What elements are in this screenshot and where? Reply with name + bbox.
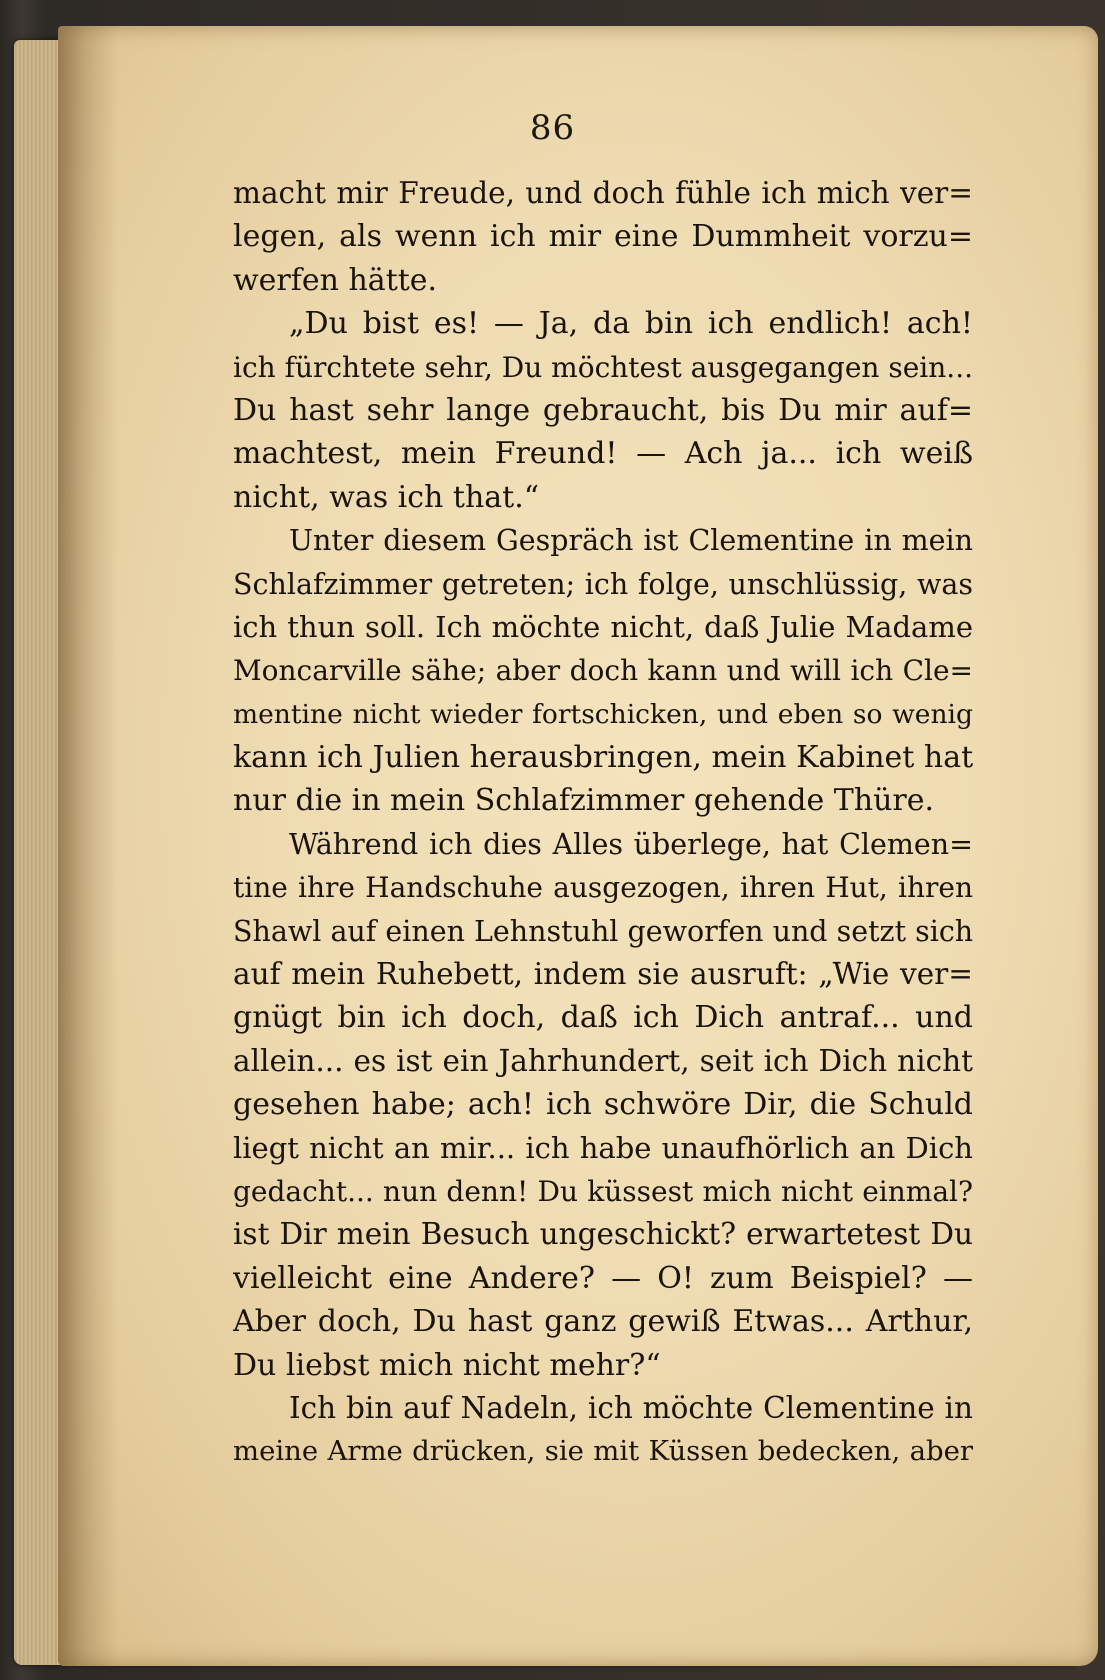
text-line: „Du bist es! — Ja, da bin ich endlich! ach!	[289, 306, 973, 342]
text-line: Moncarville sähe; aber doch kann und will ich Cle=	[233, 654, 973, 688]
text-line: kann ich Julien herausbringen, mein Kabinet hat	[233, 740, 973, 776]
text-line: gnügt bin ich doch, daß ich Dich antraf... und	[233, 1000, 973, 1036]
text-line: tine ihre Handschuhe ausgezogen, ihren Hut, ihren	[233, 871, 973, 905]
text-line: Du hast sehr lange gebraucht, bis Du mir auf=	[233, 392, 973, 428]
text-line: ich fürchtete sehr, Du möchtest ausgegangen sein...	[233, 350, 973, 384]
page-number: 86	[529, 108, 576, 148]
text-line: mentine nicht wieder fortschicken, und eben so wenig	[233, 698, 973, 730]
text-line: machtest, mein Freund! — Ach ja... ich weiß	[233, 436, 973, 472]
text-line: Aber doch, Du hast ganz gewiß Etwas... Arthur,	[233, 1304, 973, 1340]
text-line: vielleicht eine Andere? — O! zum Beispiel? —	[233, 1260, 973, 1296]
text-line: nur die in mein Schlafzimmer gehende Thüre.	[233, 783, 935, 819]
text-line: Unter diesem Gespräch ist Clementine in mein	[289, 524, 973, 558]
text-line: ich thun soll. Ich möchte nicht, daß Julie Madame	[233, 609, 973, 644]
text-line: allein... es ist ein Jahrhundert, seit ich Dich nicht	[233, 1043, 973, 1078]
spine-shadow	[58, 26, 118, 1666]
text-line: legen, als wenn ich mir eine Dummheit vorzu=	[233, 219, 973, 255]
text-line: auf mein Ruhebett, indem sie ausruft: „Wie ver=	[233, 957, 973, 992]
text-line: Schlafzimmer getreten; ich folge, unschlüssig, was	[233, 567, 973, 601]
text-line: meine Arme drücken, sie mit Küssen bedecken, aber	[233, 1435, 973, 1468]
text-line: Ich bin auf Nadeln, ich möchte Clementine in	[289, 1390, 973, 1425]
body-text	[233, 172, 973, 1474]
text-line: gedacht... nun denn! Du küssest mich nicht einmal?	[233, 1174, 973, 1208]
text-line: nicht, was ich that.“	[233, 479, 540, 515]
text-line: macht mir Freude, und doch fühle ich mich ver=	[233, 176, 973, 210]
text-line: werfen hätte.	[233, 262, 438, 298]
text-line: Du liebst mich nicht mehr?“	[233, 1347, 661, 1383]
text-line: gesehen habe; ach! ich schwöre Dir, die Schuld	[233, 1087, 973, 1123]
text-line: ist Dir mein Besuch ungeschickt? erwartetest Du	[233, 1217, 973, 1252]
text-line: liegt nicht an mir... ich habe unaufhörlich an Dich	[233, 1130, 973, 1165]
text-line: Shawl auf einen Lehnstuhl geworfen und setzt sich	[233, 914, 973, 948]
text-line: Während ich dies Alles überlege, hat Clemen=	[289, 827, 973, 861]
